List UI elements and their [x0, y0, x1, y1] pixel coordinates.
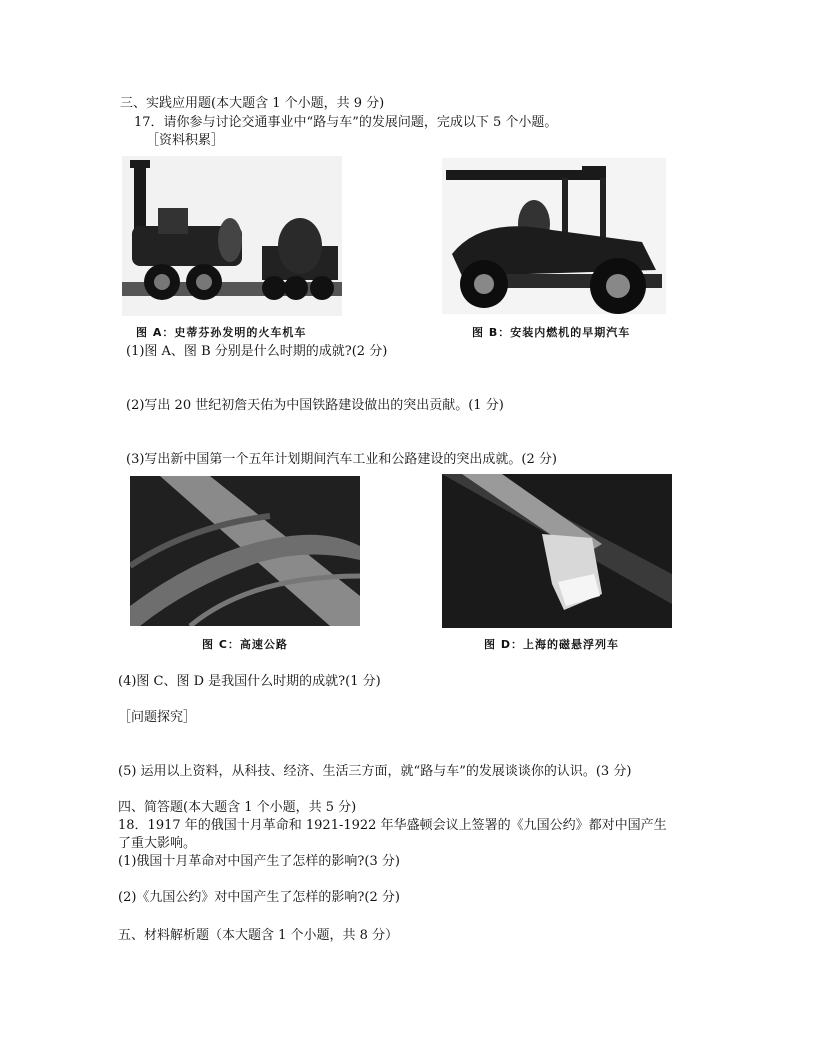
question-4: (4)图 C、图 D 是我国什么时期的成就?(1 分) — [118, 674, 381, 689]
figure-d-maglev-image — [442, 474, 672, 628]
q18-line-2: 了重大影响。 — [118, 836, 197, 851]
question-5: (5) 运用以上资料，从科技、经济、生活三方面，就“路与车”的发展谈谈你的认识。(3 分) — [118, 764, 632, 779]
question-2: (2)写出 20 世纪初詹天佑为中国铁路建设做出的突出贡献。(1 分) — [126, 398, 504, 413]
q17-intro: 17．请你参与讨论交通事业中“路与车”的发展问题，完成以下 5 个小题。 — [134, 115, 558, 130]
question-18-2: (2)《九国公约》对中国产生了怎样的影响?(2 分) — [118, 890, 400, 905]
figure-c-highway-image — [130, 476, 360, 626]
figure-b-caption: 图 B：安装内燃机的早期汽车 — [472, 326, 631, 339]
inquiry-label: ［问题探究］ — [118, 710, 197, 725]
question-1: (1)图 A、图 B 分别是什么时期的成就?(2 分) — [126, 344, 388, 359]
figure-a-locomotive-image — [122, 156, 342, 316]
figure-b-early-car-image — [442, 158, 666, 314]
figure-a-caption: 图 A：史蒂芬孙发明的火车机车 — [136, 326, 307, 339]
question-3: (3)写出新中国第一个五年计划期间汽车工业和公路建设的突出成就。(2 分) — [126, 452, 557, 467]
materials-label: ［资料积累］ — [146, 133, 225, 148]
question-18-1: (1)俄国十月革命对中国产生了怎样的影响?(3 分) — [118, 854, 400, 869]
figure-c-caption: 图 C：高速公路 — [202, 638, 288, 651]
section3-heading: 三、实践应用题(本大题含 1 个小题，共 9 分) — [120, 96, 385, 111]
q18-line-1: 18．1917 年的俄国十月革命和 1921-1922 年华盛顿会议上签署的《九国公约》都对中国产生 — [118, 818, 667, 833]
section5-heading: 五、材料解析题（本大题含 1 个小题，共 8 分） — [118, 928, 399, 943]
section4-heading: 四、简答题(本大题含 1 个小题，共 5 分) — [118, 800, 357, 815]
figure-d-caption: 图 D：上海的磁悬浮列车 — [484, 638, 619, 651]
